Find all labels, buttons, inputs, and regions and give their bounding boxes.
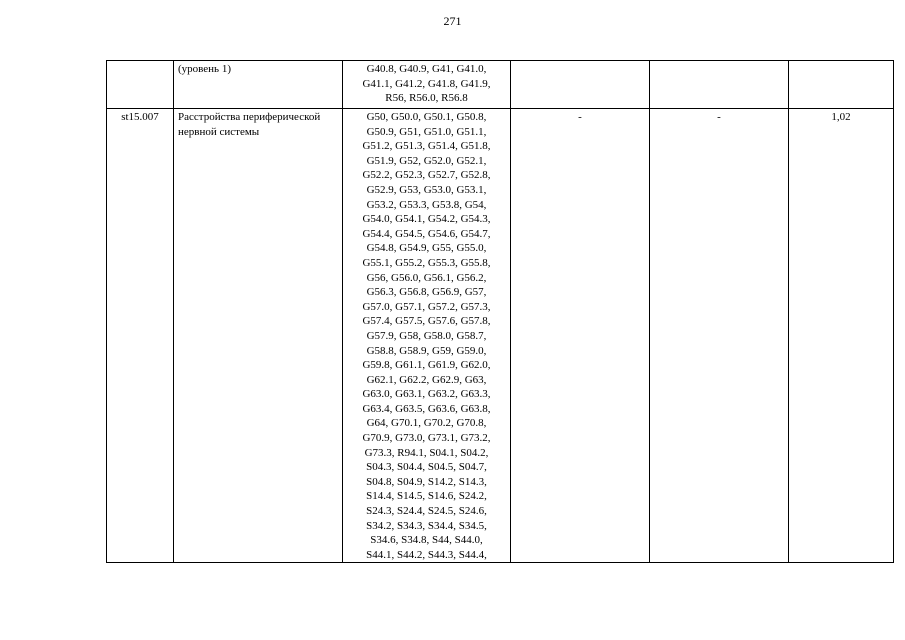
row-icd-codes-cell [343, 61, 511, 109]
table-row [107, 109, 894, 563]
icd-code-line: G57.9, G58, G58.0, G58.7, [366, 329, 487, 342]
row-col-a-cell [511, 61, 650, 109]
icd-code-line: G55.1, G55.2, G55.3, G55.8, [362, 256, 491, 269]
icd-code-line: S34.6, S34.8, S44, S44.0, [370, 534, 483, 547]
tariff-table [106, 60, 894, 563]
row-coefficient-cell: 1,02 [789, 109, 894, 563]
icd-code-line: G40.8, G40.9, G41, G41.0, [366, 63, 487, 75]
icd-code-line: G63.4, G63.5, G63.6, G63.8, [362, 402, 491, 415]
icd-code-line: G64, G70.1, G70.2, G70.8, [366, 417, 487, 430]
icd-code-line: G73.3, R94.1, S04.1, S04.2, [364, 446, 489, 459]
row-name-cell: Расстройства периферической нервной системы [174, 109, 343, 563]
icd-code-lines [347, 110, 506, 562]
icd-code-line: G52.2, G52.3, G52.7, G52.8, [362, 169, 491, 182]
icd-code-line: S04.8, S04.9, S14.2, S14.3, [366, 475, 487, 488]
icd-code-line: G50.9, G51, G51.0, G51.1, [366, 125, 487, 138]
row-coefficient-cell [789, 61, 894, 109]
row-name-cell: (уровень 1) [174, 61, 343, 109]
icd-code-line: G53.2, G53.3, G53.8, G54, [366, 198, 487, 211]
row-col-b-cell: - [650, 109, 789, 563]
icd-code-line: G41.1, G41.2, G41.8, G41.9, [362, 77, 491, 90]
icd-code-line: S34.2, S34.3, S34.4, S34.5, [366, 519, 487, 532]
icd-code-lines [347, 62, 506, 106]
row-code-cell [107, 61, 174, 109]
icd-code-line: G50, G50.0, G50.1, G50.8, [366, 111, 487, 123]
row-code-cell: st15.007 [107, 109, 174, 563]
row-icd-codes-cell [343, 109, 511, 563]
row-col-a-cell: - [511, 109, 650, 563]
row-col-b-cell [650, 61, 789, 109]
icd-code-line: G63.0, G63.1, G63.2, G63.3, [362, 388, 491, 401]
icd-code-line: G51.2, G51.3, G51.4, G51.8, [362, 140, 491, 153]
icd-code-line: G51.9, G52, G52.0, G52.1, [366, 154, 487, 167]
icd-code-line: S44.1, S44.2, S44.3, S44.4, [366, 548, 487, 561]
icd-code-line: G54.0, G54.1, G54.2, G54.3, [362, 213, 491, 226]
icd-code-line: S14.4, S14.5, S14.6, S24.2, [366, 490, 487, 503]
icd-code-line: G52.9, G53, G53.0, G53.1, [366, 183, 487, 196]
icd-code-line: G54.8, G54.9, G55, G55.0, [366, 242, 487, 255]
icd-code-line: R56, R56.0, R56.8 [385, 92, 468, 105]
icd-code-line: G58.8, G58.9, G59, G59.0, [366, 344, 487, 357]
icd-code-line: S24.3, S24.4, S24.5, S24.6, [366, 505, 487, 518]
icd-code-line: G56.3, G56.8, G56.9, G57, [366, 286, 487, 299]
icd-code-line: S04.3, S04.4, S04.5, S04.7, [366, 461, 487, 474]
icd-code-line: G57.0, G57.1, G57.2, G57.3, [362, 300, 491, 313]
table-row [107, 61, 894, 109]
icd-code-line: G70.9, G73.0, G73.1, G73.2, [362, 432, 491, 445]
icd-code-line: G54.4, G54.5, G54.6, G54.7, [362, 227, 491, 240]
page-number: 271 [443, 14, 462, 28]
icd-code-line: G57.4, G57.5, G57.6, G57.8, [362, 315, 491, 328]
icd-code-line: G62.1, G62.2, G62.9, G63, [366, 373, 487, 386]
icd-code-line: G56, G56.0, G56.1, G56.2, [366, 271, 487, 284]
icd-code-line: G59.8, G61.1, G61.9, G62.0, [362, 359, 491, 372]
